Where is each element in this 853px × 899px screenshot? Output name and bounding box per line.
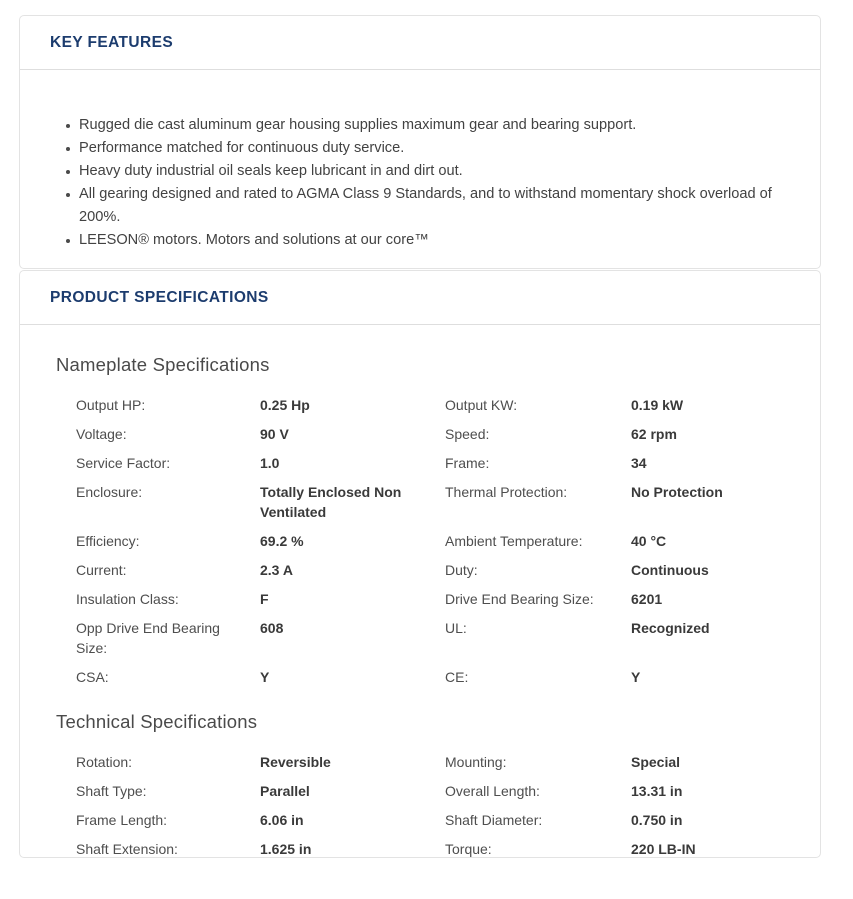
bullet-icon: [66, 170, 70, 174]
spec-label: Current:: [76, 562, 127, 578]
spec-label: Thermal Protection:: [445, 484, 568, 500]
spec-value: 1.625 in: [260, 841, 312, 857]
spec-value: Reversible: [260, 754, 331, 770]
spec-label: Output KW:: [445, 397, 518, 413]
bullet-icon: [66, 147, 70, 151]
spec-value: 220 LB-IN: [631, 841, 696, 857]
spec-value: 608: [260, 620, 284, 636]
spec-value: 1.0: [260, 455, 280, 471]
spec-label: UL:: [445, 620, 467, 636]
feature-text: LEESON® motors. Motors and solutions at our core™: [79, 232, 429, 248]
nameplate-specifications-grid: [76, 395, 800, 687]
spec-label: Torque:: [445, 841, 492, 857]
spec-value: Totally Enclosed Non Ventilated: [260, 484, 402, 520]
feature-list-item: [66, 160, 808, 183]
spec-label: Shaft Extension:: [76, 841, 178, 857]
spec-label: Insulation Class:: [76, 591, 179, 607]
spec-value: Continuous: [631, 562, 709, 578]
spec-value: Y: [260, 669, 270, 685]
spec-value: 13.31 in: [631, 783, 683, 799]
spec-value: Parallel: [260, 783, 310, 799]
spec-label: Service Factor:: [76, 455, 171, 471]
spec-value: 2.3 A: [260, 562, 293, 578]
spec-label: Duty:: [445, 562, 478, 578]
spec-label: CE:: [445, 669, 469, 685]
spec-value: 40 °C: [631, 533, 667, 549]
spec-label: Opp Drive End Bearing Size:: [76, 620, 220, 656]
feature-list-item: [66, 114, 808, 137]
spec-label: Ambient Temperature:: [445, 533, 583, 549]
feature-text: All gearing designed and rated to AGMA Class 9 Standards, and to withstand momentary shock overload of 200%.: [79, 186, 772, 225]
spec-value: 69.2 %: [260, 533, 304, 549]
technical-specifications-grid: [76, 752, 800, 859]
spec-label: Shaft Type:: [76, 783, 147, 799]
feature-text: Rugged die cast aluminum gear housing supplies maximum gear and bearing support.: [79, 117, 637, 133]
spec-value: 62 rpm: [631, 426, 677, 442]
bullet-icon: [66, 239, 70, 243]
spec-label: Overall Length:: [445, 783, 540, 799]
spec-value: 0.25 Hp: [260, 397, 310, 413]
spec-label: Frame:: [445, 455, 490, 471]
spec-label: Mounting:: [445, 754, 507, 770]
spec-label: Shaft Diameter:: [445, 812, 543, 828]
key-features-body: [20, 70, 820, 252]
spec-value: 90 V: [260, 426, 289, 442]
spec-value: No Protection: [631, 484, 723, 500]
spec-label: Voltage:: [76, 426, 127, 442]
spec-value: 0.750 in: [631, 812, 683, 828]
product-specifications-body: [20, 325, 820, 859]
feature-list-item: [66, 229, 808, 252]
spec-value: Special: [631, 754, 681, 770]
bullet-icon: [66, 193, 70, 197]
spec-value: Recognized: [631, 620, 710, 636]
key-features-card: [19, 15, 821, 269]
bullet-icon: [66, 124, 70, 128]
product-specifications-title: PRODUCT SPECIFICATIONS: [50, 288, 269, 306]
spec-value: 34: [631, 455, 647, 471]
spec-value: F: [260, 591, 269, 607]
spec-label: CSA:: [76, 669, 109, 685]
feature-list-item: [66, 183, 808, 229]
feature-list-item: [66, 137, 808, 160]
spec-label: Rotation:: [76, 754, 133, 770]
product-specifications-card: [19, 270, 821, 858]
spec-label: Output HP:: [76, 397, 146, 413]
technical-specifications-title: Technical Specifications: [56, 711, 258, 732]
product-specifications-header: [20, 271, 820, 325]
spec-value: 0.19 kW: [631, 397, 684, 413]
spec-label: Efficiency:: [76, 533, 140, 549]
feature-text: Performance matched for continuous duty service.: [79, 140, 405, 156]
nameplate-specifications-title: Nameplate Specifications: [56, 354, 270, 375]
spec-label: Frame Length:: [76, 812, 168, 828]
spec-label: Speed:: [445, 426, 490, 442]
feature-text: Heavy duty industrial oil seals keep lubricant in and dirt out.: [79, 163, 463, 179]
spec-value: Y: [631, 669, 641, 685]
spec-label: Drive End Bearing Size:: [445, 591, 594, 607]
key-features-header: [20, 16, 820, 70]
key-features-list: [66, 114, 808, 252]
spec-value: 6.06 in: [260, 812, 304, 828]
spec-label: Enclosure:: [76, 484, 143, 500]
key-features-title: KEY FEATURES: [50, 33, 174, 51]
spec-value: 6201: [631, 591, 663, 607]
